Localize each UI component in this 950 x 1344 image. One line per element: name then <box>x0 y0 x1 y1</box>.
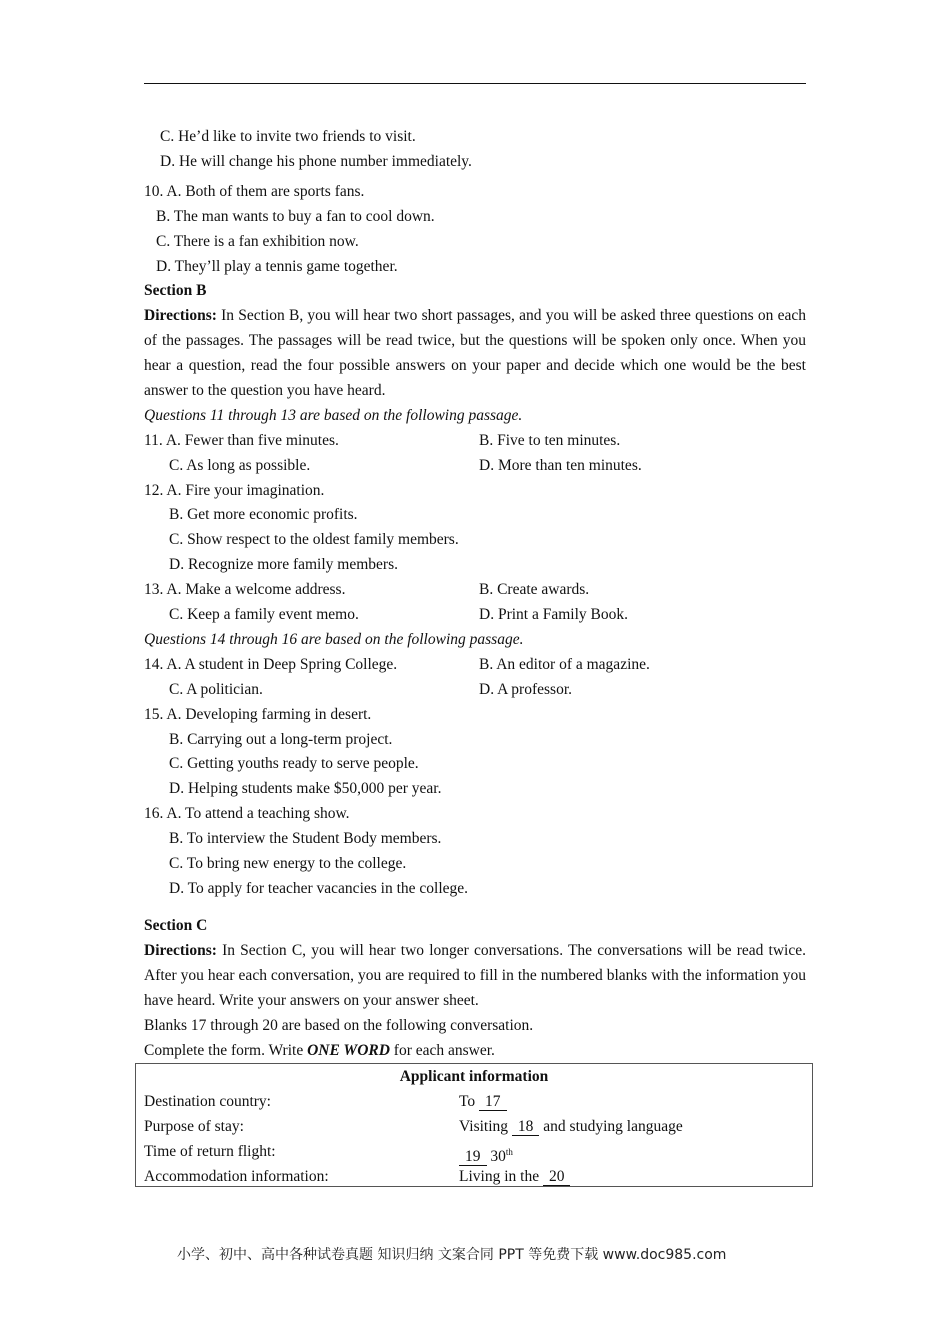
value-pre: Visiting <box>459 1118 512 1135</box>
q12-option-b: B. Get more economic profits. <box>169 506 358 523</box>
blank-20[interactable]: 20 <box>543 1169 571 1186</box>
q16-option-a: 16. A. To attend a teaching show. <box>144 805 350 822</box>
blanks-note: Blanks 17 through 20 are based on the following conversation. <box>144 1017 534 1034</box>
q13-option-c: C. Keep a family event memo. <box>169 606 359 623</box>
section-b-heading: Section B <box>144 282 207 299</box>
q14-option-b: B. An editor of a magazine. <box>479 656 650 673</box>
value-pre: Living in the <box>459 1168 543 1185</box>
q14-option-c: C. A politician. <box>169 681 263 698</box>
q10-option-b: B. The man wants to buy a fan to cool down. <box>156 208 435 225</box>
blank-17[interactable]: 17 <box>479 1094 507 1111</box>
form-label-accommodation: Accommodation information: <box>144 1168 329 1185</box>
q12-option-d: D. Recognize more family members. <box>169 556 398 573</box>
q15-option-b: B. Carrying out a long-term project. <box>169 731 393 748</box>
section-c-heading: Section C <box>144 917 208 934</box>
form-value-return-flight <box>459 1142 513 1167</box>
ordinal-suffix: th <box>505 1147 513 1157</box>
directions-text: In Section B, you will hear two short passages, and you will be asked three questions on each of the passages. The passages will be read twice, but the questions will be spoken only once. When you hear a question, read the four possible answers on your paper and decide which one would be the best answer to the question you have heard. <box>144 307 806 399</box>
directions-label: Directions: <box>144 942 217 959</box>
form-value-purpose <box>459 1117 683 1137</box>
q16-option-d: D. To apply for teacher vacancies in the college. <box>169 880 469 897</box>
q9-option-d: D. He will change his phone number immediately. <box>160 153 472 170</box>
directions-text: In Section C, you will hear two longer conversations. The conversations will be read twice. After you hear each conversation, you are required to fill in the numbered blanks with the information you have heard. Write your answers on your answer sheet. <box>144 942 806 1009</box>
section-b-directions <box>144 303 806 403</box>
instruction-post: for each answer. <box>389 1042 495 1059</box>
q16-option-c: C. To bring new energy to the college. <box>169 855 407 872</box>
q13-option-b: B. Create awards. <box>479 581 590 598</box>
q12-option-a: 12. A. Fire your imagination. <box>144 482 325 499</box>
q9-option-c: C. He’d like to invite two friends to visit. <box>160 128 416 145</box>
form-label-purpose: Purpose of stay: <box>144 1118 244 1135</box>
q15-option-c: C. Getting youths ready to serve people. <box>169 755 419 772</box>
value-pre: To <box>459 1093 480 1110</box>
footer-watermark: 小学、初中、高中各种试卷真题 知识归纳 文案合同 PPT 等免费下载 www.doc985.com <box>177 1247 727 1263</box>
q11-option-d: D. More than ten minutes. <box>479 457 642 474</box>
q11-option-c: C. As long as possible. <box>169 457 311 474</box>
q12-option-c: C. Show respect to the oldest family members. <box>169 531 459 548</box>
blank-19[interactable]: 19 <box>459 1149 487 1166</box>
form-title: Applicant information <box>399 1068 549 1085</box>
q14-option-d: D. A professor. <box>479 681 572 698</box>
q13-option-d: D. Print a Family Book. <box>479 606 628 623</box>
applicant-form <box>135 1063 813 1187</box>
form-label-destination: Destination country: <box>144 1093 271 1110</box>
q11-option-b: B. Five to ten minutes. <box>479 432 621 449</box>
header-rule <box>144 83 806 84</box>
instruction-emphasis: ONE WORD <box>307 1042 390 1059</box>
q16-option-b: B. To interview the Student Body members. <box>169 830 442 847</box>
section-c-directions <box>144 938 806 1013</box>
directions-label: Directions: <box>144 307 217 324</box>
q14-option-a: 14. A. A student in Deep Spring College. <box>144 656 398 673</box>
q15-option-d: D. Helping students make $50,000 per year. <box>169 780 442 797</box>
form-instruction <box>144 1041 495 1061</box>
q15-option-a: 15. A. Developing farming in desert. <box>144 706 372 723</box>
value-post: 30 <box>486 1148 506 1166</box>
form-value-accommodation <box>459 1167 570 1187</box>
q10-option-d: D. They’ll play a tennis game together. <box>156 258 398 275</box>
blank-18[interactable]: 18 <box>512 1119 540 1136</box>
q10-option-c: C. There is a fan exhibition now. <box>156 233 359 250</box>
q13-option-a: 13. A. Make a welcome address. <box>144 581 346 598</box>
form-label-return-flight: Time of return flight: <box>144 1143 276 1160</box>
passage1-note: Questions 11 through 13 are based on the following passage. <box>144 407 523 424</box>
passage2-note: Questions 14 through 16 are based on the following passage. <box>144 631 524 648</box>
q11-option-a: 11. A. Fewer than five minutes. <box>144 432 339 449</box>
value-post: and studying language <box>539 1118 683 1135</box>
q10-option-a: 10. A. Both of them are sports fans. <box>144 183 365 200</box>
instruction-pre: Complete the form. Write <box>144 1042 308 1059</box>
form-value-destination <box>459 1092 507 1112</box>
